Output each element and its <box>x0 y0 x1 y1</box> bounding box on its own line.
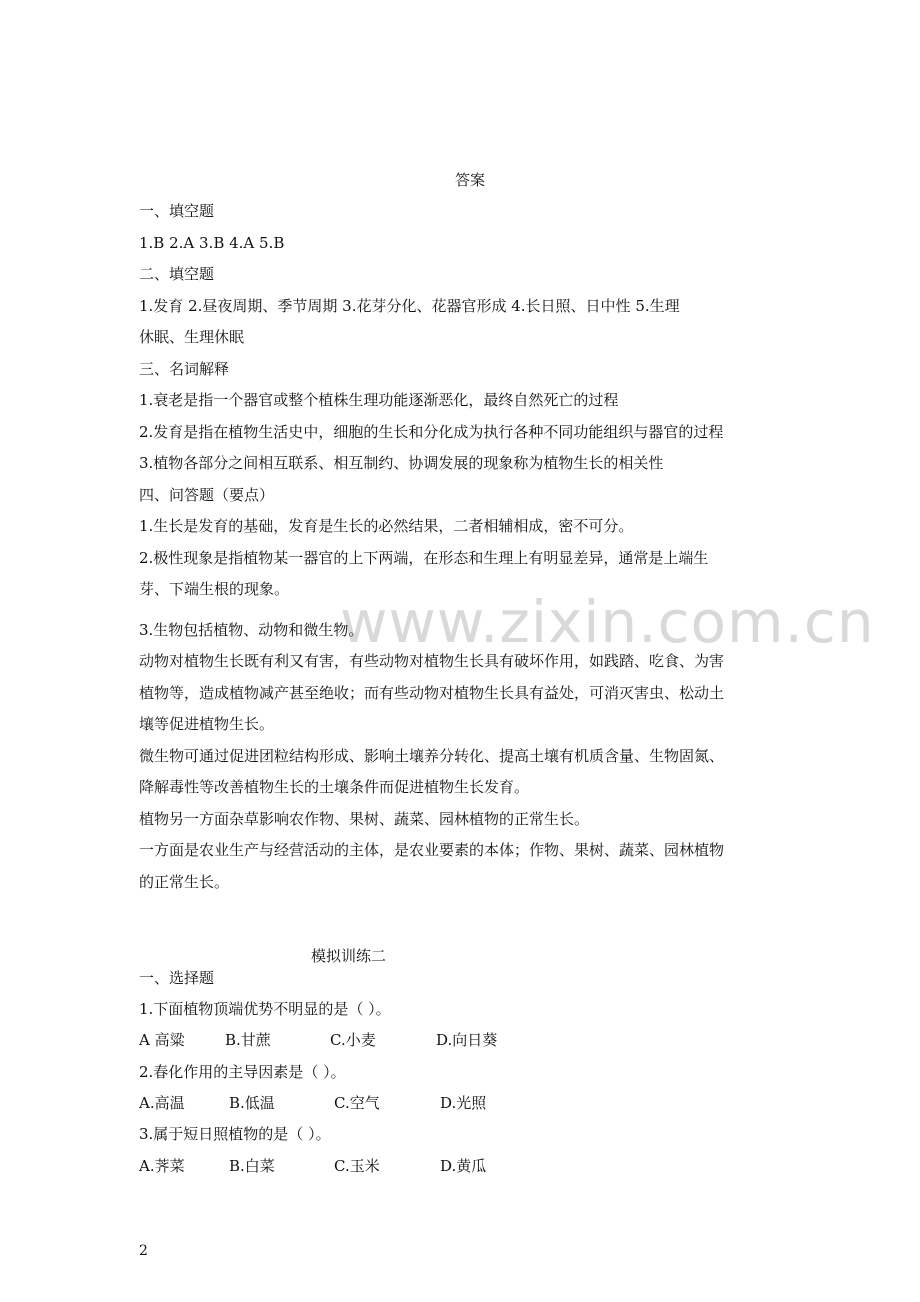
answer-item: 1.生长是发育的基础，发育是生长的必然结果，二者相辅相成，密不可分。 <box>139 517 634 535</box>
option-c: C.空气 <box>334 1094 380 1112</box>
definition-item: 1.衰老是指一个器官或整个植株生理功能逐渐恶化，最终自然死亡的过程 <box>139 391 619 409</box>
page-number: 2 <box>139 1243 148 1259</box>
option-b: B.甘蔗 <box>225 1031 271 1049</box>
option-a: A.荠菜 <box>139 1157 185 1175</box>
paragraph-line: 的正常生长。 <box>139 873 230 891</box>
option-a: A.高温 <box>139 1094 185 1112</box>
section4-heading: 四、问答题（要点） <box>139 486 275 504</box>
question-stem: 1.下面植物顶端优势不明显的是（ ）。 <box>139 1000 391 1018</box>
option-d: D.向日葵 <box>436 1031 498 1049</box>
option-c: C.玉米 <box>334 1157 380 1175</box>
watermark-text: www.zixin.com.cn <box>340 588 875 656</box>
definition-item: 3.植物各部分之间相互联系、相互制约、协调发展的现象称为植物生长的相关性 <box>139 454 664 472</box>
answer-item: 芽、下端生根的现象。 <box>139 580 290 598</box>
paragraph-line: 微生物可通过促进团粒结构形成、影响土壤养分转化、提高土壤有机质含量、生物固氮、 <box>139 747 725 765</box>
section2-line: 1.发育 2.昼夜周期、季节周期 3.花芽分化、花器官形成 4.长日照、日中性 5.生理 <box>139 297 680 315</box>
option-b: B.低温 <box>229 1094 275 1112</box>
option-b: B.白菜 <box>229 1157 275 1175</box>
section2-line: 休眠、生理休眠 <box>139 328 245 346</box>
question-stem: 2.春化作用的主导因素是（ ）。 <box>139 1063 346 1081</box>
paragraph-line: 一方面是农业生产与经营活动的主体，是农业要素的本体；作物、果树、蔬菜、园林植物 <box>139 841 725 859</box>
section1-answers: 1.B 2.A 3.B 4.A 5.B <box>139 234 285 252</box>
paragraph-line: 壤等促进植物生长。 <box>139 715 275 733</box>
answer-item: 2.极性现象是指植物某一器官的上下两端，在形态和生理上有明显差异，通常是上端生 <box>139 549 709 567</box>
paragraph-line: 降解毒性等改善植物生长的土壤条件而促进植物生长发育。 <box>139 778 530 796</box>
practice-title: 模拟训练二 <box>311 947 387 965</box>
paragraph-line: 动物对植物生长既有利又有害，有些动物对植物生长具有破坏作用，如践踏、吃食、为害 <box>139 652 725 670</box>
section3-heading: 三、名词解释 <box>139 360 230 378</box>
answer-item: 3.生物包括植物、动物和微生物。 <box>139 621 364 639</box>
section1-heading: 一、填空题 <box>139 202 215 220</box>
definition-item: 2.发育是指在植物生活史中，细胞的生长和分化成为执行各种不同功能组织与器官的过程 <box>139 423 724 441</box>
practice-heading: 一、选择题 <box>139 969 215 987</box>
answers-title: 答案 <box>454 171 485 189</box>
option-d: D.光照 <box>440 1094 487 1112</box>
question-stem: 3.属于短日照植物的是（ ）。 <box>139 1125 331 1143</box>
option-c: C.小麦 <box>330 1031 376 1049</box>
paragraph-line: 植物等，造成植物减产甚至绝收；而有些动物对植物生长具有益处，可消灭害虫、松动土 <box>139 684 725 702</box>
paragraph-line: 植物另一方面杂草影响农作物、果树、蔬菜、园林植物的正常生长。 <box>139 810 590 828</box>
option-d: D.黄瓜 <box>440 1157 487 1175</box>
section2-heading: 二、填空题 <box>139 265 215 283</box>
option-a: A 高粱 <box>139 1031 185 1049</box>
